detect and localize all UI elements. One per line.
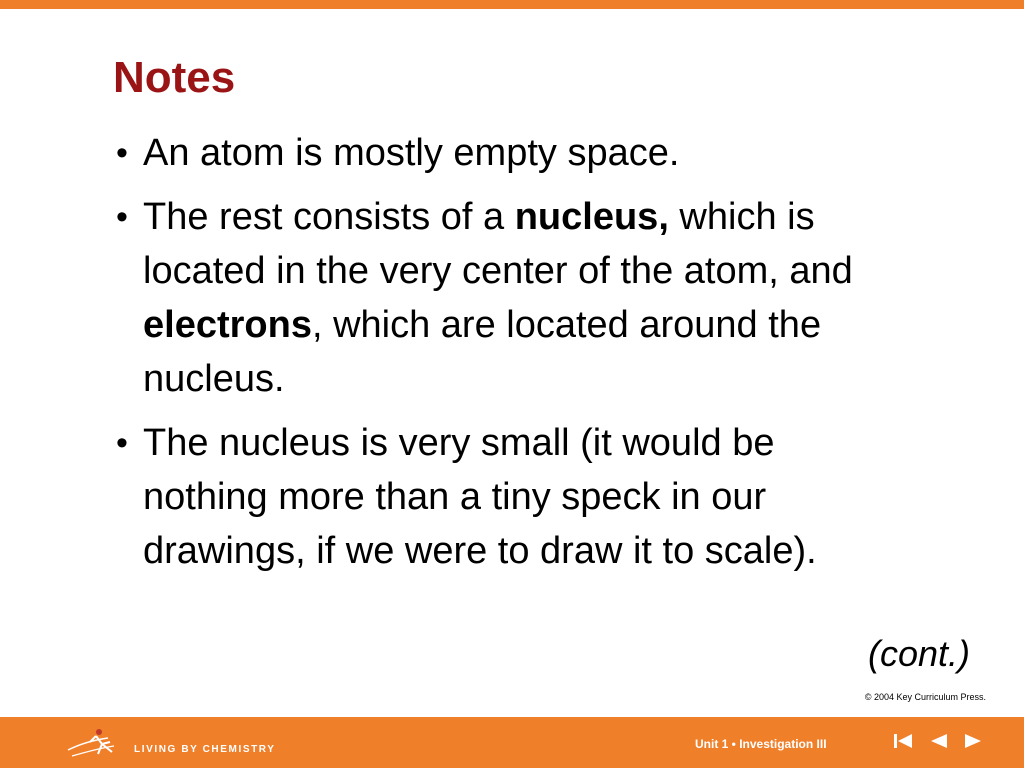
continued-note: (cont.)	[867, 633, 970, 674]
next-slide-icon	[965, 734, 981, 753]
bullet-dot-icon: •	[116, 134, 128, 172]
bullet-text: The nucleus is very small (it would be nothing more than a tiny speck in our drawings, if we were to draw it to scale).	[143, 422, 817, 572]
bullet-item	[116, 190, 906, 406]
first-slide-icon	[894, 734, 912, 753]
previous-slide-button[interactable]	[927, 733, 951, 753]
bullet-list	[116, 126, 906, 588]
term-nucleus: nucleus,	[514, 196, 669, 238]
top-accent-bar	[0, 0, 1024, 9]
bullet-text: , which are located around the nucleus.	[143, 304, 822, 400]
next-slide-button[interactable]	[961, 733, 985, 753]
bullet-text: The rest consists of a	[143, 196, 515, 238]
footer-bar	[0, 717, 1024, 768]
copyright-notice: © 2004 Key Curriculum Press.	[864, 692, 986, 702]
previous-slide-icon	[931, 734, 947, 753]
running-figure-icon	[66, 726, 128, 762]
slide-title: Notes	[113, 53, 236, 102]
unit-investigation-label: Unit 1 • Investigation III	[695, 737, 827, 751]
living-by-chemistry-logo	[66, 724, 276, 764]
bullet-dot-icon: •	[116, 424, 128, 462]
logo-text: LIVING BY CHEMISTRY	[134, 743, 276, 755]
bullet-dot-icon: •	[116, 198, 128, 236]
bullet-text: An atom is mostly empty space.	[143, 132, 680, 174]
term-electrons: electrons	[143, 304, 312, 346]
bullet-item	[116, 126, 906, 180]
first-slide-button[interactable]	[891, 733, 915, 753]
bullet-item	[116, 416, 906, 578]
bullet-text: which is located in the very center of the atom, and	[143, 196, 853, 292]
